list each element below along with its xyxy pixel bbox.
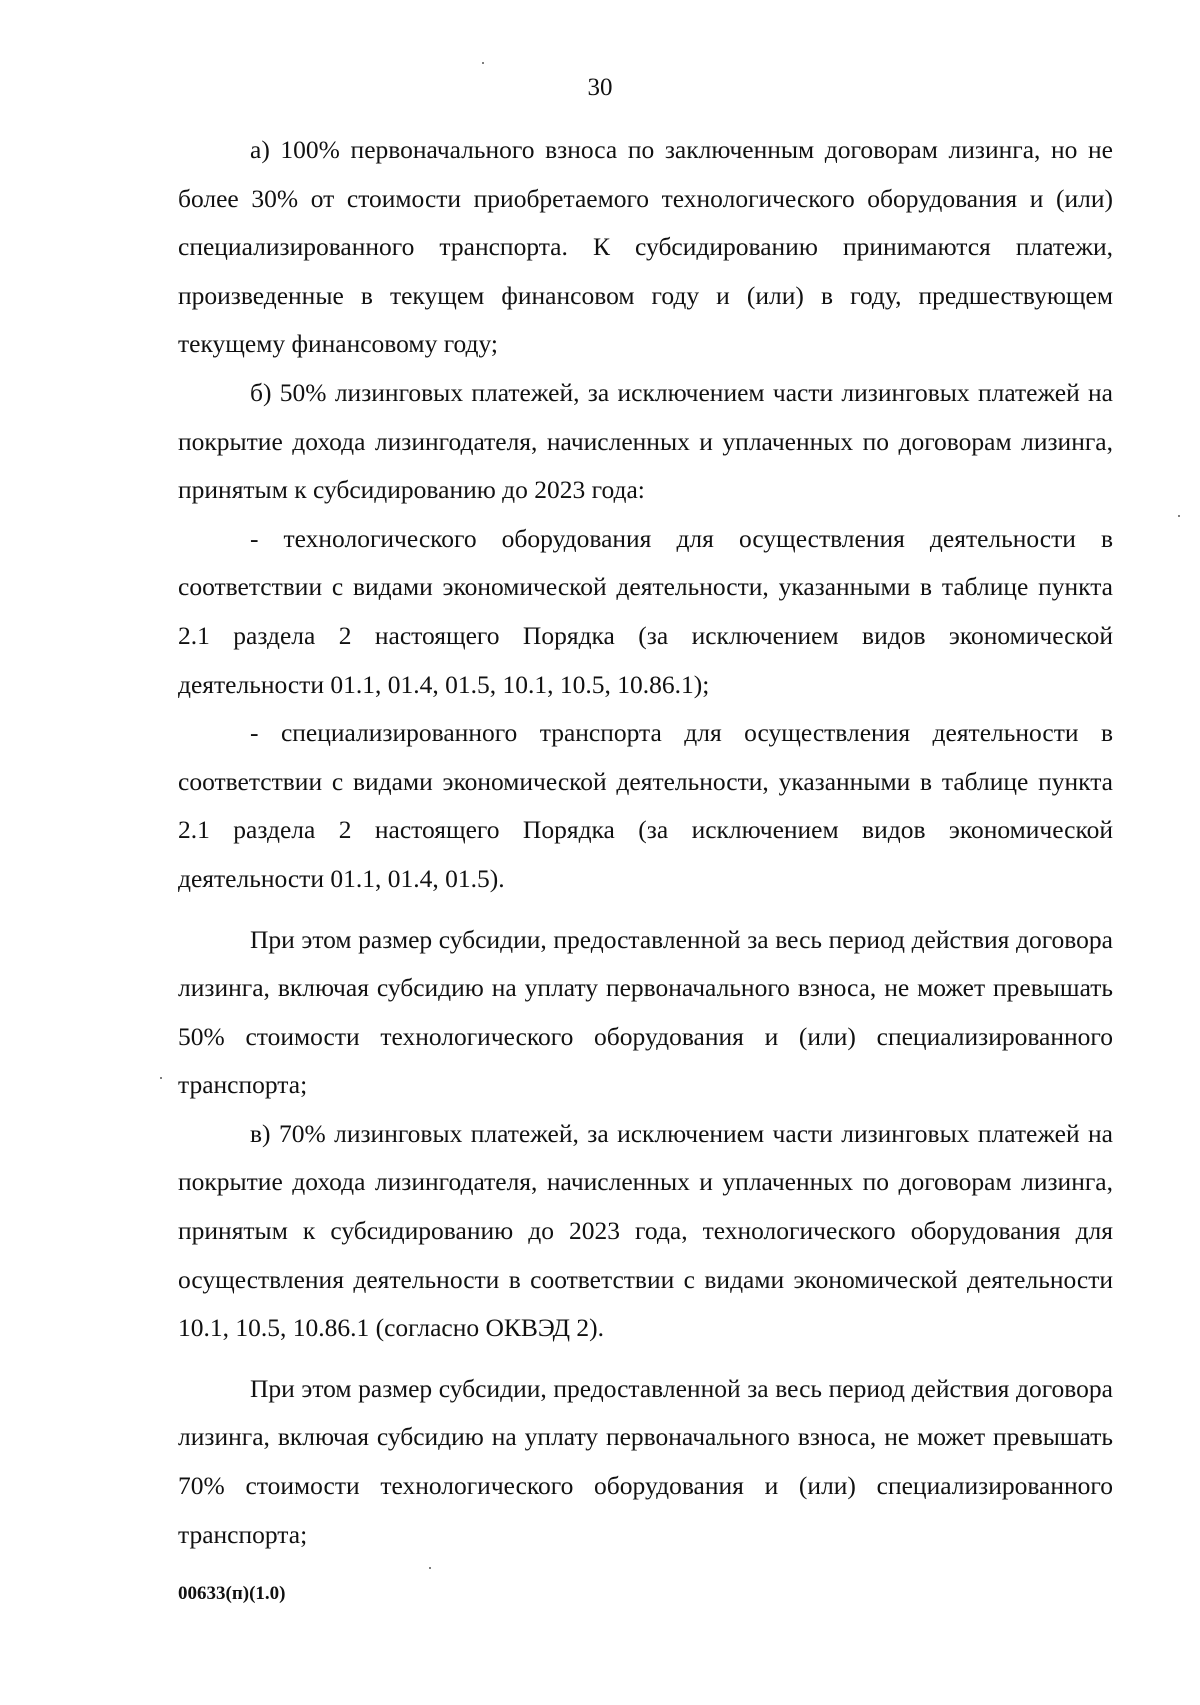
paragraph-limit-70: При этом размер субсидии, предоставленной за весь период действия договора лизинга, включая субсидию на уплату первоначального взноса, не может превышать 70% стоимости технологического оборудования и (или) специализированного транспорта;	[178, 1373, 1113, 1549]
scan-speck	[160, 1077, 162, 1079]
scan-speck	[482, 62, 484, 64]
paragraph-b-item-transport: - специализированного транспорта для осуществления деятельности в соответствии с видами экономической деятельности, указанными в таблице пункта 2.1 раздела 2 настоящего Порядка (за исключением видов экономической деятельности 01.1, 01.4, 01.5).	[178, 718, 1113, 893]
scan-speck	[429, 1567, 431, 1569]
paragraph-b: б) 50% лизинговых платежей, за исключением части лизинговых платежей на покрытие дохода лизингодателя, начисленных и уплаченных по договорам лизинга, принятым к субсидированию до 2023 года:	[178, 377, 1113, 505]
paragraph-c: в) 70% лизинговых платежей, за исключением части лизинговых платежей на покрытие дохода лизингодателя, начисленных и уплаченных по договорам лизинга, принятым к субсидированию до 2023 года, технологического оборудования для осуществления деятельности в соответствии с видами экономической деятельности 10.1, 10.5, 10.86.1 (согласно ОКВЭД 2).	[178, 1118, 1113, 1343]
scan-speck	[1178, 515, 1180, 517]
paragraph-b-item-equipment: - технологического оборудования для осуществления деятельности в соответствии с видами экономической деятельности, указанными в таблице пункта 2.1 раздела 2 настоящего Порядка (за исключением видов экономической деятельности 01.1, 01.4, 01.5, 10.1, 10.5, 10.86.1);	[178, 523, 1113, 699]
document-code: 00633(п)(1.0)	[178, 1583, 286, 1604]
paragraph-a: а) 100% первоначального взноса по заключенным договорам лизинга, но не более 30% от стоимости приобретаемого технологического оборудования и (или) специализированного транспорта. К субсидированию принимаются платежи, произведенные в текущем финансовом году и (или) в году, предшествующем текущему финансовому году;	[178, 135, 1113, 359]
paragraph-limit-50: При этом размер субсидии, предоставленной за весь период действия договора лизинга, включая субсидию на уплату первоначального взноса, не может превышать 50% стоимости технологического оборудования и (или) специализированного транспорта;	[178, 924, 1113, 1100]
page-number: 30	[587, 74, 613, 101]
document-body	[178, 126, 1113, 1559]
